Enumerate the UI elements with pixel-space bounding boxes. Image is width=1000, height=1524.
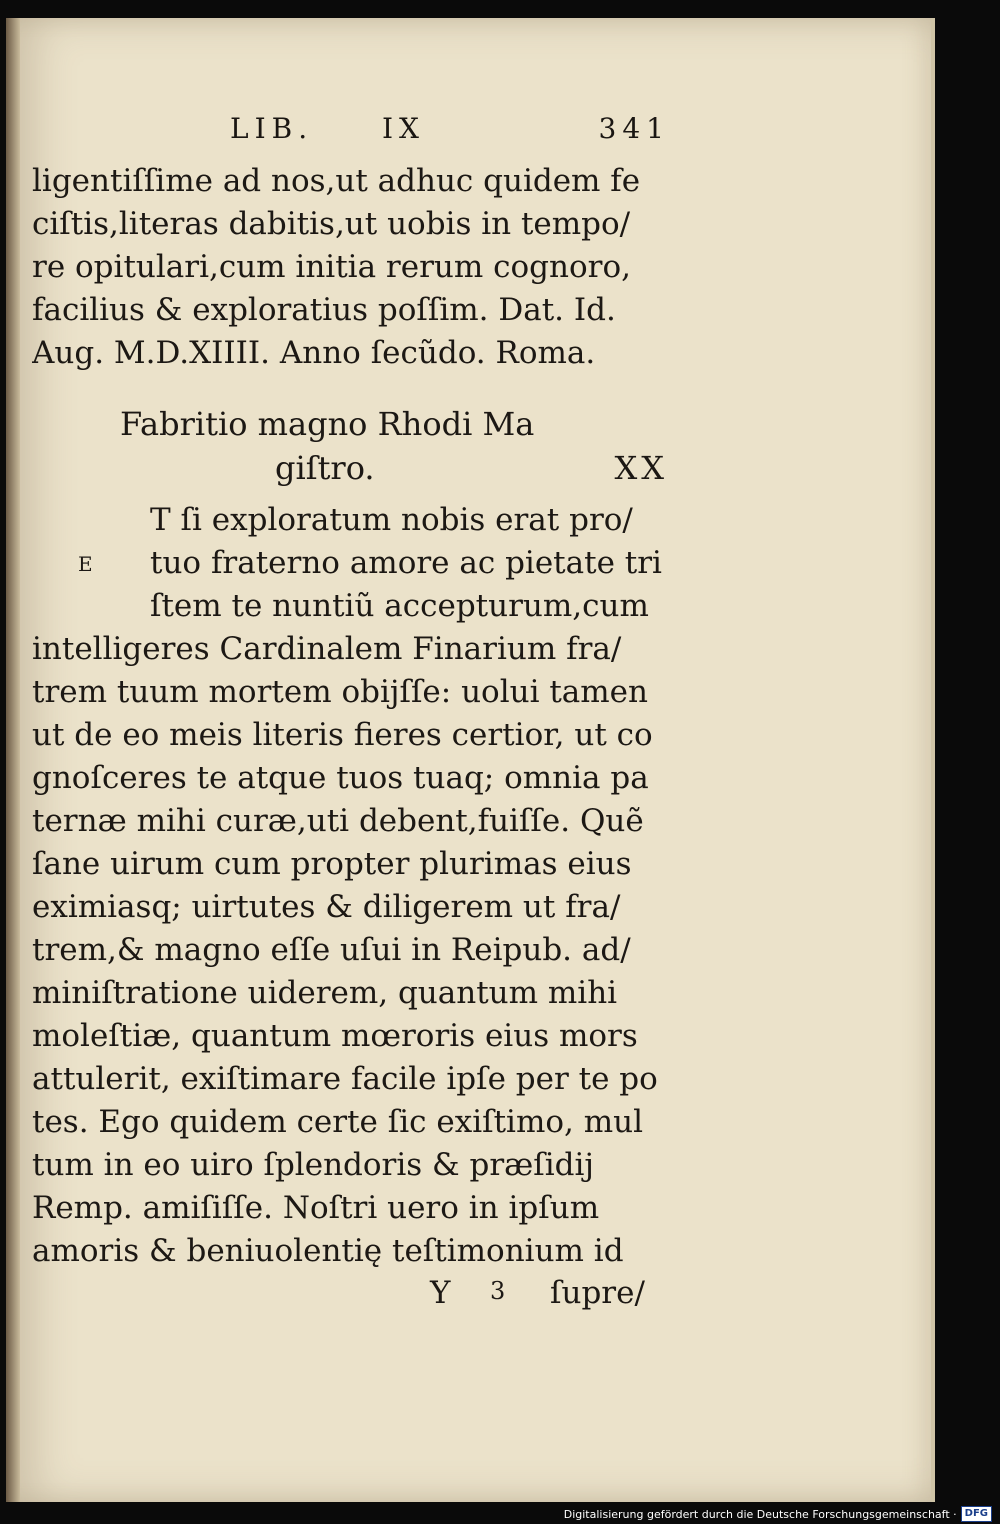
footer-text: Digitalisierung gefördert durch die Deutsche Forschungsgemeinschaft · — [563, 1507, 957, 1521]
text-line: ternæ mihi curæ,uti debent,fuiſſe. Quẽ — [32, 803, 644, 839]
text-line: tum in eo uiro ſplendoris & præſidij — [32, 1147, 595, 1183]
text-line: ciſtis,literas dabitis,ut uobis in tempo/ — [32, 206, 631, 242]
text-line: gnoſceres te atque tuos tuaq; omnia pa — [32, 760, 649, 796]
text-line: facilius & exploratius poſſim. Dat. Id. — [32, 292, 616, 328]
text-line: Remp. amiſiſſe. Noſtri uero in ipſum — [32, 1190, 600, 1226]
page-number: 341 — [598, 112, 670, 145]
text-line: ligentiſſime ad nos,ut adhuc quidem fe — [32, 163, 641, 199]
previous-letter-end — [32, 160, 672, 375]
signature-number: 3 — [490, 1277, 506, 1305]
page-gutter — [6, 18, 20, 1502]
letter-number: XX — [614, 449, 668, 487]
text-line: amoris & beniuolentię teſtimonium id — [32, 1233, 624, 1269]
running-head — [230, 112, 670, 152]
text-line: moleſtiæ, quantum mœroris eius mors — [32, 1018, 638, 1054]
text-line: re opitulari,cum initia rerum cognoro, — [32, 249, 631, 285]
digitization-footer — [564, 1506, 992, 1522]
text-line: ut de eo meis literis fieres certior, ut co — [32, 717, 653, 753]
text-line: Aug. M.D.XIIII. Anno ſecũdo. Roma. — [32, 335, 596, 371]
signature-mark: Y — [430, 1275, 451, 1311]
running-head-lib: LIB. — [230, 112, 314, 145]
dfg-logo-icon: DFG — [961, 1506, 992, 1522]
drop-initial: E — [78, 552, 93, 576]
text-line: eximiasq; uirtutes & diligerem ut fra/ — [32, 889, 621, 925]
text-line: attulerit, exiſtimare facile ipſe per te po — [32, 1061, 658, 1097]
text-line: ſtem te nuntiũ accepturum,cum — [150, 588, 649, 624]
catchline — [430, 1275, 675, 1319]
text-line: ſane uirum cum propter plurimas eius — [32, 846, 632, 882]
letter-heading — [120, 402, 680, 490]
running-head-book: IX — [382, 112, 425, 145]
text-line: tuo fraterno amore ac pietate tri — [150, 545, 662, 581]
catchword: ſupre/ — [550, 1275, 645, 1311]
text-line: T ſi exploratum nobis erat pro/ — [150, 502, 633, 538]
heading-line-2: giſtro. — [275, 449, 375, 487]
text-line: tes. Ego quidem certe ſic exiſtimo, mul — [32, 1104, 643, 1140]
text-line: trem,& magno eſſe uſui in Reipub. ad/ — [32, 932, 631, 968]
text-line: trem tuum mortem obijſſe: uolui tamen — [32, 674, 648, 710]
heading-line-1: Fabritio magno Rhodi Ma — [120, 405, 535, 443]
letter-body — [32, 500, 672, 1274]
heading-line-2-row — [120, 446, 680, 490]
text-line: miniſtratione uiderem, quantum mihi — [32, 975, 618, 1011]
text-line: intelligeres Cardinalem Finarium fra/ — [32, 631, 622, 667]
